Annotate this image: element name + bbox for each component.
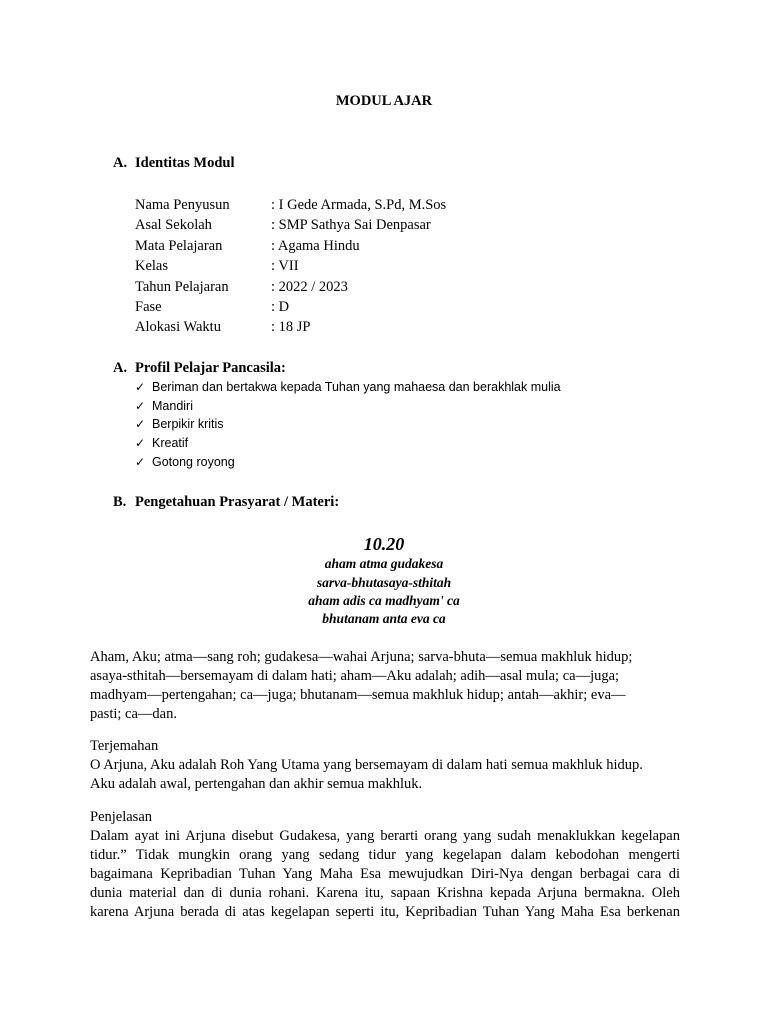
check-icon: ✓ <box>135 455 146 469</box>
explanation-section <box>90 808 680 922</box>
section-heading-materi <box>113 494 339 511</box>
section-title: Identitas Modul <box>135 155 235 171</box>
checklist-item <box>135 417 224 431</box>
paragraph-line: karena Arjuna berada di atas kegelapan seperti itu, Kepribadian Tuhan Yang Maha Esa berkenan <box>90 904 680 920</box>
identity-value: : I Gede Armada, S.Pd, M.Sos <box>271 197 447 213</box>
identity-label: Fase <box>135 299 162 315</box>
checklist-item <box>135 455 235 469</box>
paragraph-line: O Arjuna, Aku adalah Roh Yang Utama yang bersemayam di dalam hati semua makhluk hidup. <box>90 757 643 773</box>
check-icon: ✓ <box>135 436 146 450</box>
checklist-item-label: Kreatif <box>152 436 189 450</box>
verse-line: sarva-bhutasaya-sthitah <box>316 575 452 590</box>
identity-label: Nama Penyusun <box>135 197 230 213</box>
translation-heading: Terjemahan <box>90 738 159 754</box>
section-letter: A. <box>113 360 128 376</box>
paragraph-line: madhyam—pertengahan; ca—juga; bhutanam—semua makhluk hidup; antah—akhir; eva— <box>90 687 626 703</box>
paragraph-line: Dalam ayat ini Arjuna disebut Gudakesa, yang berarti orang yang sudah menaklukkan kegelapan <box>90 828 680 844</box>
checklist-item-label: Gotong royong <box>152 455 235 469</box>
checklist-item-label: Berpikir kritis <box>152 417 224 431</box>
section-title: Pengetahuan Prasyarat / Materi: <box>135 494 340 510</box>
checklist-item-label: Mandiri <box>152 399 193 413</box>
checklist-item-label: Beriman dan bertakwa kepada Tuhan yang mahaesa dan berakhlak mulia <box>152 380 561 394</box>
paragraph-line: pasti; ca—dan. <box>90 706 177 722</box>
paragraph-line: asaya-sthitah—bersemayam di dalam hati; aham—Aku adalah; adih—asal mula; ca—juga; <box>90 668 620 684</box>
identity-value: : 2022 / 2023 <box>271 279 348 295</box>
checklist-item <box>135 399 193 413</box>
verse-line: aham adis ca madhyam' ca <box>308 593 460 608</box>
section-letter: B. <box>113 494 127 510</box>
section-title: Profil Pelajar Pancasila: <box>135 360 286 376</box>
check-icon: ✓ <box>135 417 146 431</box>
word-meaning-paragraph <box>90 648 680 724</box>
identity-value: : SMP Sathya Sai Denpasar <box>271 217 431 233</box>
section-heading-profil <box>113 360 286 377</box>
identity-value: : 18 JP <box>271 319 311 335</box>
translation-section <box>90 737 680 794</box>
verse-line: bhutanam anta eva ca <box>322 611 446 626</box>
checklist-item <box>135 436 188 450</box>
document-title: MODUL AJAR <box>335 93 433 109</box>
explanation-heading: Penjelasan <box>90 809 153 825</box>
paragraph-line: Aku adalah awal, pertengahan dan akhir semua makhluk. <box>90 776 423 792</box>
identity-label: Kelas <box>135 258 169 274</box>
paragraph-line: Aham, Aku; atma—sang roh; gudakesa—wahai Arjuna; sarva-bhuta—semua makhluk hidup; <box>90 649 633 665</box>
identity-label: Alokasi Waktu <box>135 319 221 335</box>
check-icon: ✓ <box>135 380 146 394</box>
paragraph-line: bagaimana Kepribadian Tuhan Yang Maha Esa mewujudkan Diri-Nya dengan berbagai cara di <box>90 866 680 882</box>
verse-line: aham atma gudakesa <box>324 556 444 571</box>
identity-label: Mata Pelajaran <box>135 238 223 254</box>
identity-label: Tahun Pelajaran <box>135 279 229 295</box>
section-letter: A. <box>113 155 128 171</box>
verse-number: 10.20 <box>363 534 405 554</box>
check-icon: ✓ <box>135 399 146 413</box>
identity-value: : Agama Hindu <box>271 238 360 254</box>
identity-value: : VII <box>271 258 299 274</box>
identity-value: : D <box>271 299 290 315</box>
identity-label: Asal Sekolah <box>135 217 212 233</box>
checklist-item <box>135 380 561 394</box>
section-heading-identitas <box>113 155 235 172</box>
paragraph-line: tidur.” Tidak mungkin orang yang sedang tidur yang kegelapan dalam kebodohan mengerti <box>90 847 680 863</box>
paragraph-line: dunia material dan di dunia rohani. Karena itu, sapaan Krishna kepada Arjuna bermakna. Oleh <box>90 885 680 901</box>
